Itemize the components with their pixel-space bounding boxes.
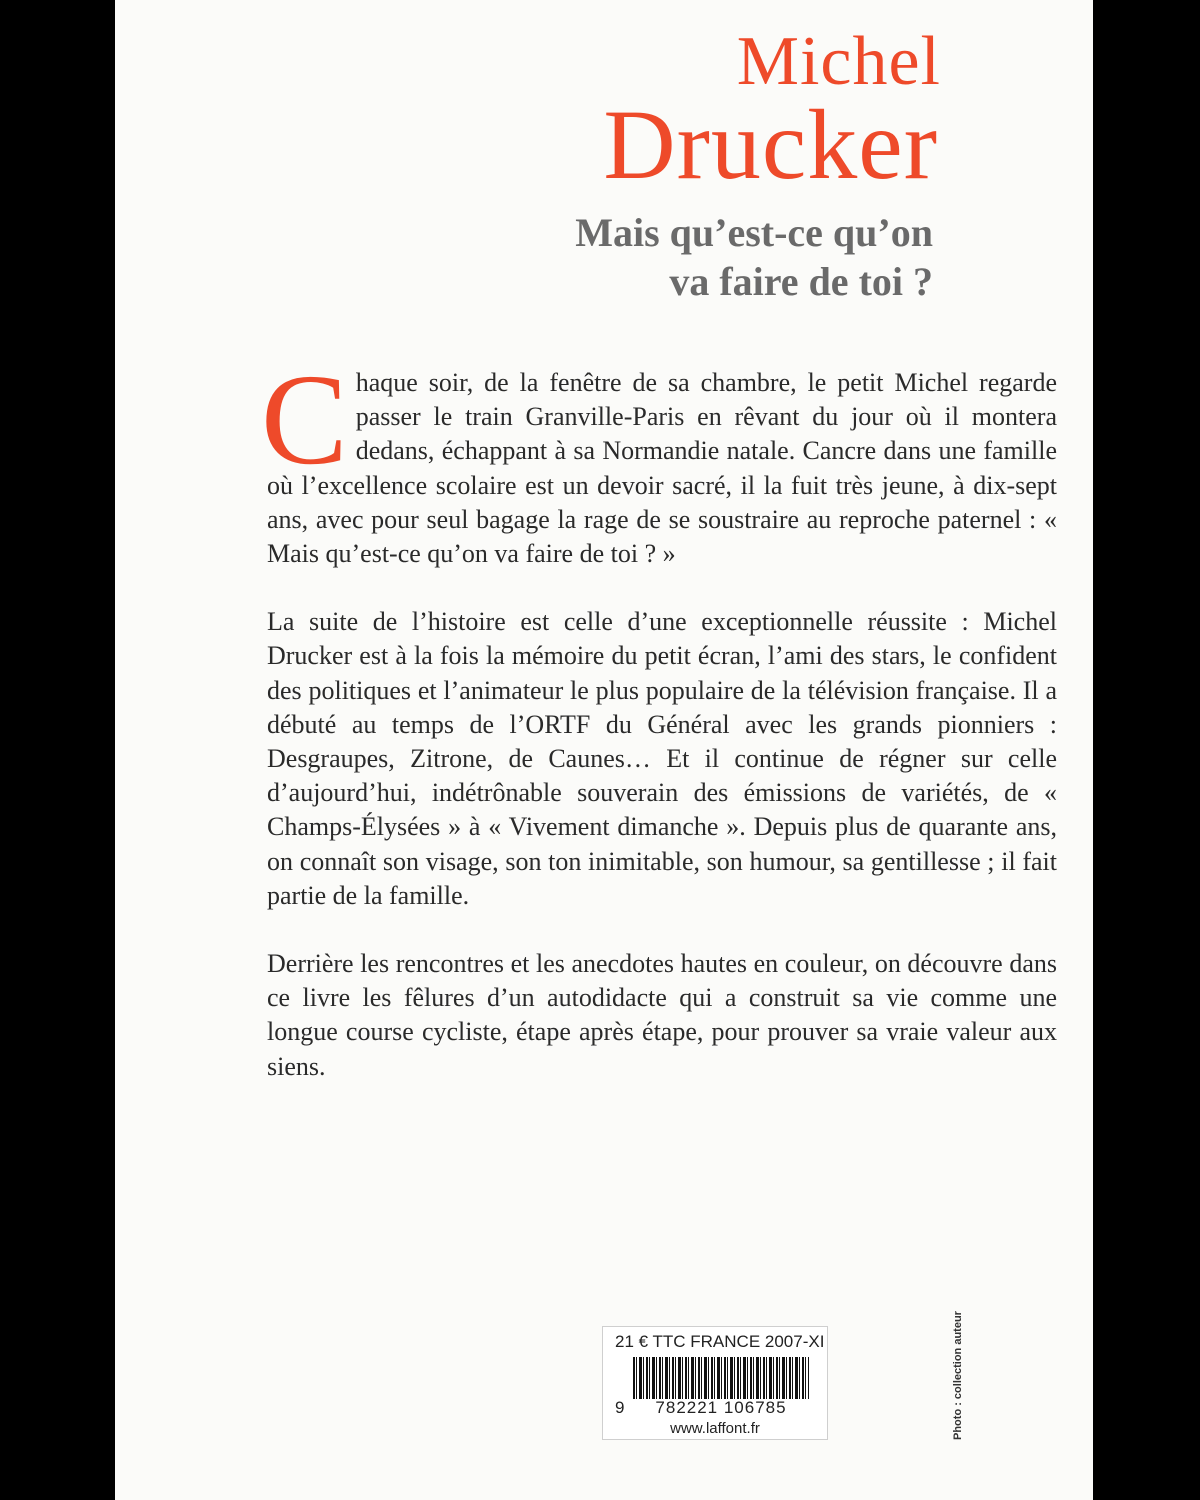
blurb (261, 348, 1057, 1084)
book-title (433, 208, 933, 306)
isbn-first-digit: 9 (615, 1398, 625, 1417)
isbn-number: 782221 106785 (655, 1398, 787, 1417)
blurb-paragraph-1-text: haque soir, de la fenêtre de sa chambre, le petit Michel regarde passer le train Granville-Paris en rêvant du jour où il montera dedans, échappant à sa Normandie natale. Cancre dans une famille où l’excellence scolaire est un devoir sacré, il la fuit très jeune, à dix-sept ans, avec pour seul bagage la rage de se soustraire au reproche paternel : « Mais qu’est-ce qu’on va faire de toi ? » (267, 368, 1057, 569)
blurb-paragraph-3: Derrière les rencontres et les anecdotes hautes en couleur, on découvre dans ce livre les fêlures d’un autodidacte qui a construit sa vie comme une longue course cycliste, étape après étape, pour prouver sa vraie valeur aux siens. (267, 949, 1057, 1081)
author-last-name: Drucker (603, 89, 938, 200)
blurb-paragraph-1 (261, 348, 1057, 571)
drop-cap: C (261, 348, 348, 492)
book-back-cover (115, 0, 1093, 1500)
blurb-paragraph-2: La suite de l’histoire est celle d’une exceptionnelle réussite : Michel Drucker est à la fois la mémoire du petit écran, l’ami des stars, le confident des politiques et l’animateur le plus populaire de la télévision française. Il a débuté au temps de l’ORTF du Général avec les grands pionniers : Desgraupes, Zitrone, de Caunes… Et il continue de régner sur celle d’aujourd’hui, indétrônable souverain des émissions de variétés, de « Champs-Élysées » à « Vivement dimanche ». Depuis plus de quarante ans, on connaît son visage, son ton inimitable, son humour, sa gentillesse ; il fait partie de la famille. (267, 607, 1057, 910)
publisher-website: www.laffont.fr (670, 1420, 760, 1437)
barcode-bars (633, 1357, 809, 1399)
book-title-line-2: va faire de toi ? (669, 259, 933, 304)
price-label: 21 € TTC FRANCE 2007-XI (615, 1332, 825, 1351)
photo-credit: Photo : collection auteur (952, 1311, 964, 1440)
author-first-name: Michel (736, 23, 941, 100)
book-title-line-1: Mais qu’est-ce qu’on (575, 210, 933, 255)
barcode-box (602, 1326, 828, 1440)
